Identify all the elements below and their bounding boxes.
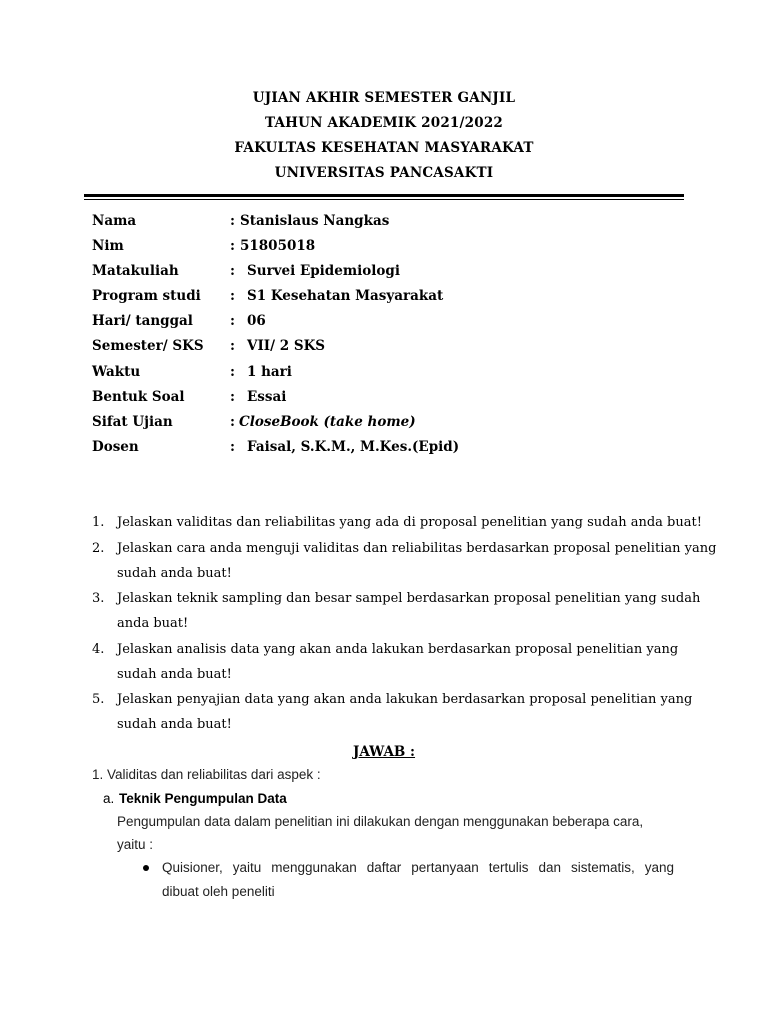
- answer-subitem-title: Teknik Pengumpulan Data: [119, 791, 287, 806]
- info-value: VII/ 2 SKS: [247, 338, 326, 354]
- info-label: Sifat Ujian: [92, 414, 173, 430]
- header-faculty: FAKULTAS KESEHATAN MASYARAKAT: [234, 140, 534, 156]
- info-label: Program studi: [92, 288, 201, 304]
- question-text: Jelaskan validitas dan reliabilitas yang ada di proposal penelitian yang sudah anda buat!: [117, 515, 702, 530]
- header-divider-thick: [84, 194, 684, 197]
- question-text: Jelaskan cara anda menguji validitas dan reliabilitas berdasarkan proposal penelitian yang: [117, 541, 717, 556]
- info-colon: :: [230, 439, 235, 455]
- header-divider-thin: [84, 199, 684, 200]
- info-label: Nim: [92, 238, 124, 254]
- info-value: Essai: [247, 389, 287, 405]
- info-label: Dosen: [92, 439, 139, 455]
- info-value: CloseBook (take home): [239, 414, 416, 430]
- header-academic-year: TAHUN AKADEMIK 2021/2022: [264, 115, 504, 131]
- info-colon: :: [230, 213, 235, 229]
- info-value: Faisal, S.K.M., M.Kes.(Epid): [247, 439, 460, 455]
- bullet-text-continued: dibuat oleh peneliti: [162, 884, 275, 899]
- info-value: S1 Kesehatan Masyarakat: [247, 288, 444, 304]
- question-number: 2.: [92, 541, 105, 556]
- info-value: 51805018: [240, 238, 316, 254]
- info-colon: :: [230, 338, 235, 354]
- bullet-icon: [143, 865, 149, 871]
- answer-subitem-marker: a.: [103, 791, 115, 806]
- info-value: 06: [247, 313, 266, 329]
- info-colon: :: [230, 238, 235, 254]
- info-colon: :: [230, 313, 235, 329]
- info-colon: :: [230, 389, 235, 405]
- question-text-continued: sudah anda buat!: [117, 566, 232, 581]
- question-number: 5.: [92, 692, 105, 707]
- question-number: 3.: [92, 591, 105, 606]
- info-colon: :: [230, 364, 235, 380]
- question-text: Jelaskan penyajian data yang akan anda lakukan berdasarkan proposal penelitian yang: [117, 692, 693, 707]
- info-colon: :: [230, 288, 235, 304]
- answer-item-1: 1. Validitas dan reliabilitas dari aspek :: [92, 767, 321, 782]
- answer-heading: JAWAB :: [352, 744, 416, 760]
- info-value: Stanislaus Nangkas: [240, 213, 390, 229]
- info-value: Survei Epidemiologi: [247, 263, 400, 279]
- info-label: Waktu: [92, 364, 141, 380]
- header-university: UNIVERSITAS PANCASAKTI: [274, 165, 494, 181]
- info-label: Semester/ SKS: [92, 338, 204, 354]
- info-label: Hari/ tanggal: [92, 313, 193, 329]
- question-text-continued: sudah anda buat!: [117, 717, 232, 732]
- question-text: Jelaskan teknik sampling dan besar sampel berdasarkan proposal penelitian yang sudah: [117, 591, 701, 606]
- question-number: 1.: [92, 515, 105, 530]
- info-label: Matakuliah: [92, 263, 179, 279]
- question-text: Jelaskan analisis data yang akan anda lakukan berdasarkan proposal penelitian yang: [117, 642, 679, 657]
- info-colon: :: [230, 263, 235, 279]
- answer-paragraph-continued: yaitu :: [117, 837, 154, 852]
- question-text-continued: anda buat!: [117, 616, 189, 631]
- answer-paragraph: Pengumpulan data dalam penelitian ini dilakukan dengan menggunakan beberapa cara,: [117, 814, 644, 829]
- question-text-continued: sudah anda buat!: [117, 667, 232, 682]
- info-label: Nama: [92, 213, 137, 229]
- info-value: 1 hari: [247, 364, 292, 380]
- header-title: UJIAN AKHIR SEMESTER GANJIL: [252, 90, 516, 106]
- question-number: 4.: [92, 642, 105, 657]
- info-label: Bentuk Soal: [92, 389, 185, 405]
- info-colon: :: [230, 414, 235, 430]
- bullet-text: Quisioner, yaitu menggunakan daftar pertanyaan tertulis dan sistematis, yang: [162, 860, 674, 875]
